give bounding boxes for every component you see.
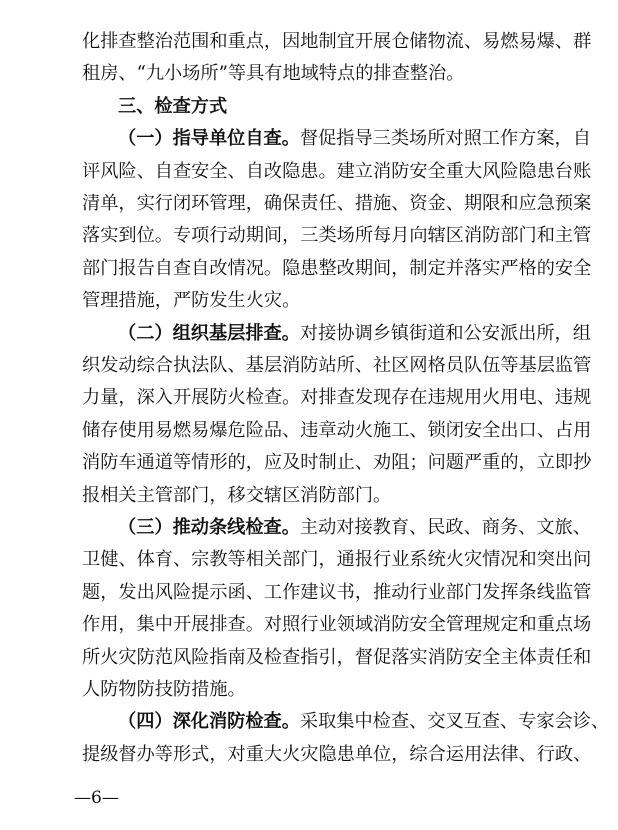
text-line <box>82 222 592 250</box>
text-segment: 督促指导三类场所对照工作方案，自 <box>299 128 591 150</box>
text-line <box>82 190 592 218</box>
text-segment: 采取集中检查、交叉互查、专家会诊、 <box>299 711 610 733</box>
text-segment: 报相关主管部门，移交辖区消防部门。 <box>82 484 392 506</box>
text-segment: 部门报告自查自改情况。隐患整改期间，制定并落实严格的安全 <box>82 257 592 279</box>
text-segment: 管理措施，严防发生火灾。 <box>82 290 301 312</box>
text-segment: 提级督办等形式，对重大火灾隐患单位，综合运用法律、行政、 <box>82 743 592 765</box>
text-segment: 人防物防技防措施。 <box>82 679 246 700</box>
text-line <box>82 676 542 704</box>
text-segment: 化排查整治范围和重点，因地制宜开展仓储物流、易燃易爆、群 <box>82 31 592 52</box>
text-segment: 租房、“九小场所”等具有地域特点的排查整治。 <box>82 63 465 85</box>
text-segment: 卫健、体育、宗教等相关部门，通报行业系统火灾情况和突出问 <box>82 549 592 571</box>
text-line <box>118 514 591 542</box>
text-line <box>82 28 592 56</box>
text-segment: 力量，深入开展防火检查。对排查发现存在违规用火用电、违规 <box>82 387 592 409</box>
text-segment: 题，发出风险提示函、工作建议书，推动行业部门发挥条线监管 <box>82 581 592 603</box>
text-line <box>82 60 542 88</box>
paragraph-lead: （一）指导单位自查。 <box>118 128 300 150</box>
text-line <box>82 384 592 412</box>
text-segment: 评风险、自查安全、自改隐患。建立消防安全重大风险隐患台账 <box>82 160 592 182</box>
text-segment: 落实到位。专项行动期间，三类场所每月向辖区消防部门和主管 <box>82 225 592 247</box>
text-line <box>82 611 592 639</box>
paragraph-lead: （三）推动条线检查。 <box>118 517 300 538</box>
text-line <box>82 579 592 607</box>
text-line <box>82 449 592 477</box>
text-line <box>82 741 592 769</box>
text-segment: 主动对接教育、民政、商务、文旅、 <box>299 517 591 538</box>
text-line <box>82 417 592 445</box>
text-line <box>118 125 591 153</box>
text-line <box>82 644 592 672</box>
text-line <box>82 287 542 315</box>
text-segment: 对接协调乡镇街道和公安派出所，组 <box>299 322 591 344</box>
section-heading <box>118 93 227 121</box>
text-line <box>82 158 592 186</box>
text-line <box>82 546 592 574</box>
text-line <box>82 482 542 510</box>
text-line <box>118 708 610 736</box>
text-line <box>118 320 591 348</box>
paragraph-lead: 三、检查方式 <box>118 95 228 117</box>
text-line <box>82 255 592 283</box>
text-segment: 消防车通道等情形的，应及时制止、劝阻；问题严重的，立即抄 <box>82 452 592 474</box>
page-number: —6— <box>74 788 119 808</box>
text-segment: 织发动综合执法队、基层消防站所、社区网格员队伍等基层监管 <box>82 355 592 376</box>
paragraph-lead: （四）深化消防检查。 <box>118 711 300 733</box>
text-segment: 所火灾防范风险指南及检查指引，督促落实消防安全主体责任和 <box>82 646 592 668</box>
paragraph-lead: （二）组织基层排查。 <box>118 322 300 344</box>
text-segment: 作用，集中开展排查。对照行业领域消防安全管理规定和重点场 <box>82 614 592 636</box>
text-segment: 储存使用易燃易爆危险品、违章动火施工、锁闭安全出口、占用 <box>82 419 592 441</box>
text-segment: 清单，实行闭环管理，确保责任、措施、资金、期限和应急预案 <box>82 193 592 214</box>
text-line <box>82 352 592 380</box>
